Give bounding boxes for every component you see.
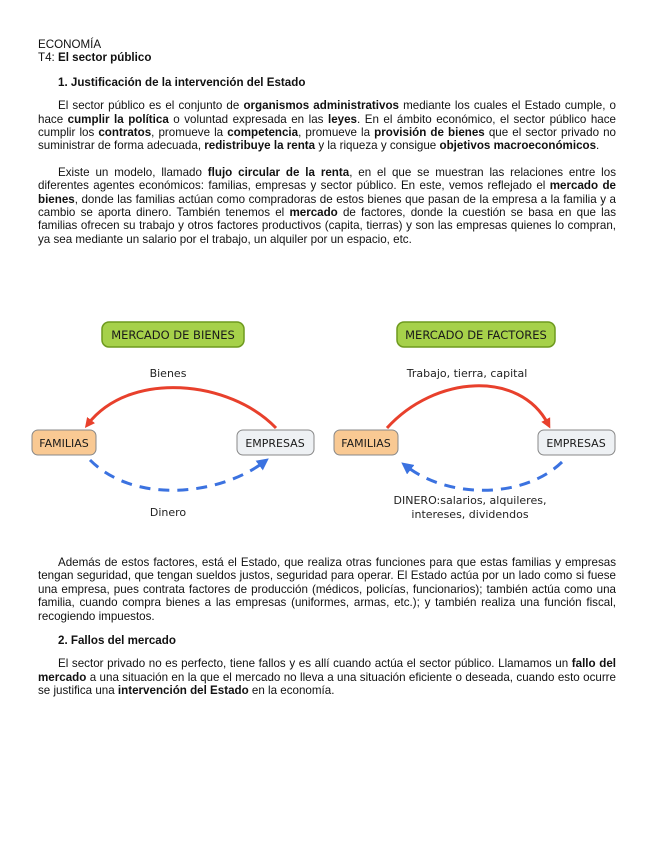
factors-market-label: MERCADO DE FACTORES bbox=[405, 328, 547, 342]
text-run: El sector público es el conjunto de bbox=[58, 99, 244, 113]
bold-term: mercado de bienes bbox=[38, 179, 616, 206]
bold-term: contratos bbox=[98, 126, 152, 140]
factors-market-diagram bbox=[334, 322, 615, 521]
goods-flow-label: Bienes bbox=[149, 367, 187, 380]
empresas-label-right: EMPRESAS bbox=[546, 437, 606, 450]
money-flow-arrow bbox=[90, 460, 264, 490]
bold-term: organismos administrativos bbox=[243, 99, 399, 113]
bold-term: leyes bbox=[327, 112, 357, 126]
section-2-heading: 2. Fallos del mercado bbox=[58, 634, 176, 648]
text-run: que el sector privado no suministrar de forma adecuada, bbox=[38, 126, 616, 153]
text-run: . bbox=[596, 139, 600, 153]
section-1-heading: 1. Justificación de la intervención del Estado bbox=[58, 75, 306, 89]
bold-term: intervención del Estado bbox=[117, 684, 249, 698]
bold-term: objetivos macroeconómicos bbox=[439, 139, 597, 153]
text-run: de factores, donde la cuestión se basa en que las familias ofrecen su trabajo y otros factores productivos (capita, tierras) y son las empresas quienes lo compran, ya sea mediante un salario por el trabajo, un alquiler por un espacio, etc. bbox=[38, 206, 616, 246]
text-run: en la economía. bbox=[248, 684, 335, 698]
bold-term: mercado bbox=[289, 206, 338, 220]
factors-flow-arrow bbox=[387, 386, 548, 428]
unit-title: El sector público bbox=[57, 51, 152, 65]
section-1-paragraph-2 bbox=[38, 166, 616, 246]
goods-flow-arrow bbox=[88, 388, 276, 428]
section-1-paragraph-3 bbox=[38, 556, 616, 623]
text-run: o voluntad expresada en las bbox=[168, 112, 328, 126]
document-page bbox=[38, 38, 616, 246]
unit-line bbox=[38, 51, 616, 64]
unit-prefix: T4: bbox=[38, 51, 58, 65]
bold-term: provisión de bienes bbox=[374, 126, 485, 140]
income-flow-label-line-1: DINERO:salarios, alquileres, bbox=[393, 494, 547, 507]
bold-term: cumplir la política bbox=[67, 112, 169, 126]
text-run: , en el que se muestran las relaciones entre los diferentes agentes económicos: familias, empresas y sector público. En este, vemos reflejado el bbox=[38, 165, 616, 193]
section-2-paragraph-1 bbox=[38, 657, 616, 697]
goods-market-label: MERCADO DE BIENES bbox=[111, 328, 235, 342]
factors-flow-label: Trabajo, tierra, capital bbox=[406, 367, 528, 380]
bold-term: flujo circular de la renta bbox=[207, 165, 350, 179]
text-run: . En el ámbito económico, el sector público hace cumplir los bbox=[38, 112, 616, 140]
text-run: a una situación en la que el mercado no lleva a una situación eficiente o deseada, cuando esto ocurre se justifica una bbox=[38, 670, 616, 698]
text-run: Además de estos factores, está el Estado, que realiza otras funciones para que estas familias y empresas tengan seguridad, que tengan sueldos justos, seguridad para operar. El Estado actúa por un lado como si fuese una empresa, pues contrata factores de producción (médicos, policías, funcionarios); también actúa como una familia, cuando compra bienes a las empresas (uniformes, armas, etc.); y también realiza una función fiscal, recogiendo impuestos. bbox=[38, 556, 616, 623]
income-flow-label-line-2: intereses, dividendos bbox=[411, 508, 529, 521]
text-run: El sector privado no es perfecto, tiene fallos y es allí cuando actúa el sector público. Llamamos un bbox=[58, 657, 572, 671]
text-run: , donde las familias actúan como compradoras de estos bienes que pasan de la empresa a la familia y a cambio se aporta dinero. También tenemos el bbox=[38, 192, 616, 220]
section-1-paragraph-1 bbox=[38, 99, 616, 153]
text-run: mediante los cuales el Estado cumple, o hace bbox=[38, 99, 616, 126]
familias-label-right: FAMILIAS bbox=[341, 437, 391, 450]
familias-label-left: FAMILIAS bbox=[39, 437, 89, 450]
bold-term: fallo del mercado bbox=[38, 657, 616, 684]
income-flow-arrow bbox=[406, 462, 562, 490]
empresas-label-left: EMPRESAS bbox=[245, 437, 305, 450]
text-run: , promueve la bbox=[151, 126, 228, 140]
lower-text bbox=[38, 556, 616, 698]
text-run: , promueve la bbox=[298, 126, 375, 140]
money-flow-label: Dinero bbox=[149, 506, 187, 519]
text-run: y la riqueza y consigue bbox=[315, 139, 440, 153]
bold-term: competencia bbox=[227, 126, 299, 140]
subject-line: ECONOMÍA bbox=[38, 38, 102, 51]
bold-term: redistribuye la renta bbox=[204, 139, 316, 153]
goods-market-diagram bbox=[32, 322, 314, 519]
text-run: Existe un modelo, llamado bbox=[58, 165, 208, 179]
circular-flow-diagram bbox=[30, 320, 620, 542]
